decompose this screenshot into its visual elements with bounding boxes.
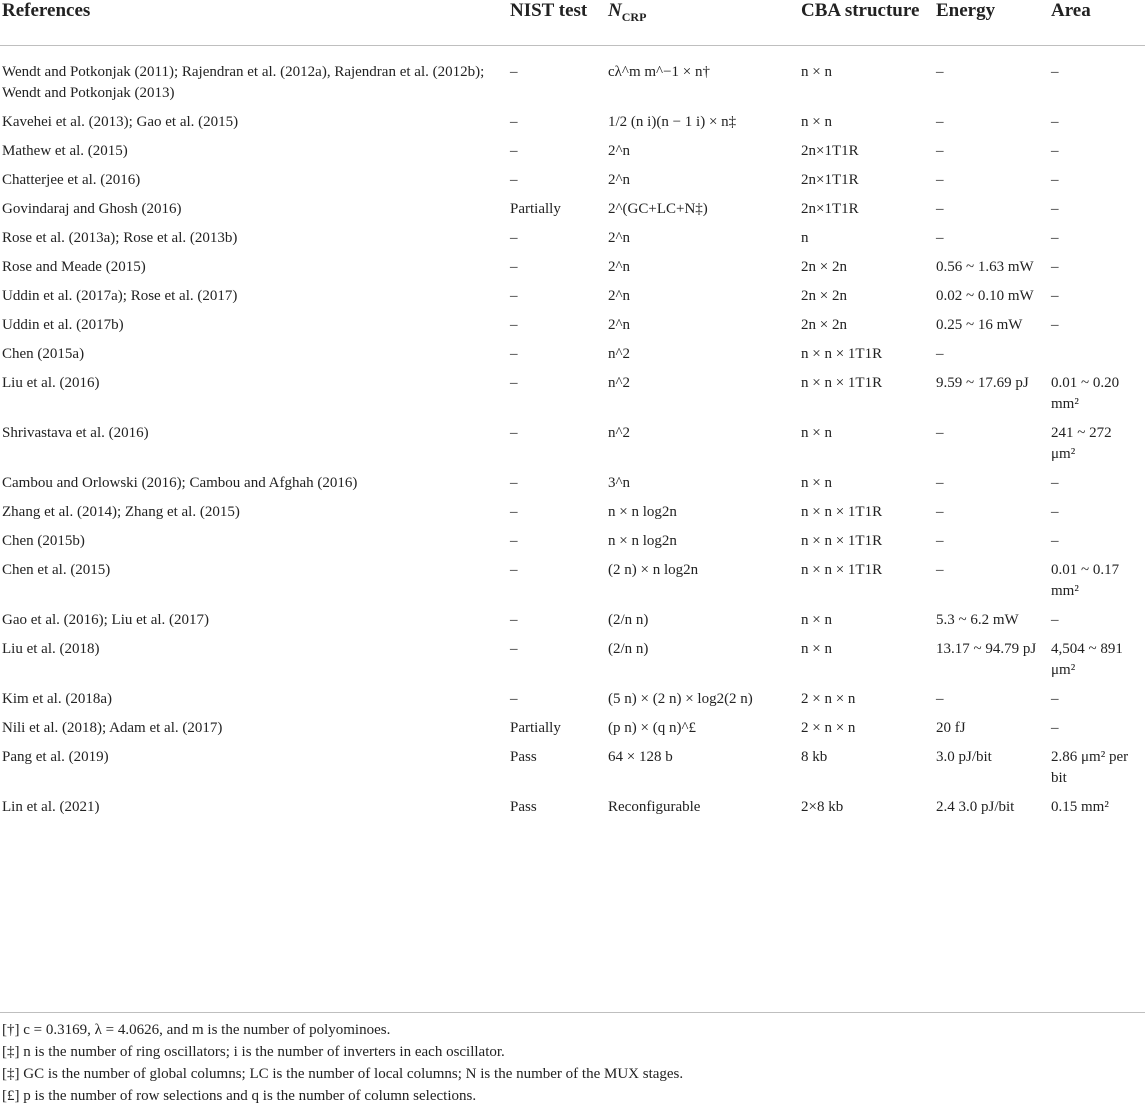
cell-cba: n × n × 1T1R	[801, 503, 883, 520]
cell-cba: 8 kb	[801, 748, 828, 765]
cell-area: 241 ~ 272 μm²	[1051, 424, 1112, 462]
cell-energy: 0.02 ~ 0.10 mW	[936, 287, 1034, 304]
cell-energy: 20 fJ	[936, 719, 966, 736]
cell-nist: –	[510, 316, 518, 333]
cell-reference: Chen (2015b)	[2, 532, 85, 549]
header-ncrp: $N_{CRP}$	[606, 0, 799, 45]
header-references: References	[0, 0, 508, 45]
table-row	[0, 166, 1145, 195]
header-nist: NIST test	[508, 0, 606, 45]
cell-ncrp: n × n log2n	[608, 503, 677, 520]
cell-energy: –	[936, 171, 944, 188]
cell-ncrp: n^2	[608, 424, 631, 441]
cell-nist: –	[510, 113, 518, 130]
cell-reference: Chen (2015a)	[2, 345, 85, 362]
cell-area: –	[1051, 229, 1059, 246]
cell-ncrp: (2/n n)	[608, 640, 649, 657]
cell-energy: 13.17 ~ 94.79 pJ	[936, 640, 1037, 657]
table-row	[0, 498, 1145, 527]
cell-area: –	[1051, 63, 1059, 80]
cell-area: 2.86 μm² per bit	[1051, 748, 1129, 786]
cell-reference: Rose and Meade (2015)	[2, 258, 146, 275]
header-energy: Energy	[934, 0, 1049, 45]
cell-reference: Liu et al. (2018)	[2, 640, 100, 657]
cell-ncrp: 2^n	[608, 171, 631, 188]
table-row	[0, 137, 1145, 166]
cell-cba: 2 × n × n	[801, 690, 856, 707]
footnote: [†] c = 0.3169, λ = 4.0626, and m is the number of polyominoes.	[2, 1022, 391, 1038]
cell-area: –	[1051, 316, 1059, 333]
cell-ncrp: 2^n	[608, 258, 631, 275]
cell-nist: Pass	[510, 798, 537, 815]
cell-reference: Pang et al. (2019)	[2, 748, 109, 765]
cell-energy: –	[936, 424, 944, 441]
cell-area	[1049, 340, 1145, 369]
cell-nist: –	[510, 690, 518, 707]
table-row	[0, 253, 1145, 282]
table-row	[0, 369, 1145, 419]
cell-nist: –	[510, 63, 518, 80]
cell-cba: n × n	[801, 640, 832, 657]
cell-ncrp: 2^n	[608, 316, 631, 333]
cell-cba: n × n	[801, 63, 832, 80]
cell-ncrp: (2 n) × n log2n	[608, 561, 699, 578]
table-row	[0, 556, 1145, 606]
table-row	[0, 793, 1145, 822]
cell-energy: –	[936, 690, 944, 707]
cell-cba: 2n×1T1R	[801, 200, 859, 217]
cell-ncrp: 2^(GC+LC+N‡)	[608, 200, 708, 217]
cell-cba: n × n × 1T1R	[801, 561, 883, 578]
cell-nist: –	[510, 640, 518, 657]
table-row	[0, 195, 1145, 224]
cell-ncrp: cλ^m m^−1 × n†	[608, 63, 711, 80]
cell-cba: n × n × 1T1R	[801, 532, 883, 549]
cell-ncrp: 64 × 128 b	[608, 748, 673, 765]
cell-energy: –	[936, 345, 944, 362]
cell-ncrp: 2^n	[608, 287, 631, 304]
cell-energy: –	[936, 561, 944, 578]
cell-cba: 2×8 kb	[801, 798, 844, 815]
cell-cba: n × n × 1T1R	[801, 345, 883, 362]
cell-reference: Wendt and Potkonjak (2011); Rajendran et al. (2012a), Rajendran et al. (2012b); Wendt and Potkonjak (2013)	[2, 63, 485, 101]
cell-energy: –	[936, 200, 944, 217]
cell-reference: Uddin et al. (2017a); Rose et al. (2017)	[2, 287, 238, 304]
cell-ncrp: n × n log2n	[608, 532, 677, 549]
cell-energy: –	[936, 63, 944, 80]
cell-reference: Lin et al. (2021)	[2, 798, 100, 815]
table-row	[0, 419, 1145, 469]
table-row	[0, 685, 1145, 714]
cell-area: –	[1051, 719, 1059, 736]
cell-nist: –	[510, 171, 518, 188]
table-row	[0, 606, 1145, 635]
cell-cba: 2n × 2n	[801, 316, 847, 333]
table-footnotes	[0, 1012, 1145, 1107]
cell-reference: Zhang et al. (2014); Zhang et al. (2015)	[2, 503, 240, 520]
cell-area: –	[1051, 171, 1059, 188]
cell-area: 4,504 ~ 891 μm²	[1051, 640, 1123, 678]
cell-area: –	[1051, 200, 1059, 217]
table-row	[0, 108, 1145, 137]
cell-ncrp: 1/2 (n i)(n − 1 i) × n‡	[608, 113, 737, 130]
cell-area: –	[1051, 690, 1059, 707]
cell-reference: Liu et al. (2016)	[2, 374, 100, 391]
header-row	[0, 0, 1145, 45]
cell-cba: 2n × 2n	[801, 258, 847, 275]
cell-area: 0.15 mm²	[1051, 798, 1109, 815]
table-row	[0, 340, 1145, 369]
table-row	[0, 45, 1145, 108]
cell-cba: n × n × 1T1R	[801, 374, 883, 391]
table-row	[0, 469, 1145, 498]
cell-reference: Shrivastava et al. (2016)	[2, 424, 149, 441]
table-row	[0, 635, 1145, 685]
table-row	[0, 282, 1145, 311]
cell-ncrp: n^2	[608, 374, 631, 391]
cell-nist: –	[510, 229, 518, 246]
footnote: [£] p is the number of row selections and q is the number of column selections.	[2, 1088, 477, 1104]
table-row	[0, 527, 1145, 556]
header-cba: CBA structure	[799, 0, 934, 45]
cell-energy: –	[936, 113, 944, 130]
cell-energy: –	[936, 142, 944, 159]
cell-reference: Kim et al. (2018a)	[2, 690, 112, 707]
cell-cba: n × n	[801, 424, 832, 441]
cell-ncrp: Reconfigurable	[608, 798, 701, 815]
cell-energy: 0.25 ~ 16 mW	[936, 316, 1023, 333]
table-row	[0, 224, 1145, 253]
cell-reference: Kavehei et al. (2013); Gao et al. (2015)	[2, 113, 239, 130]
cell-cba: n × n	[801, 611, 832, 628]
cell-nist: –	[510, 142, 518, 159]
cell-nist: Partially	[510, 719, 561, 736]
cell-area: –	[1051, 258, 1059, 275]
cell-area: –	[1051, 142, 1059, 159]
cell-reference: Chatterjee et al. (2016)	[2, 171, 141, 188]
cell-reference: Cambou and Orlowski (2016); Cambou and Afghah (2016)	[2, 474, 358, 491]
cell-area: –	[1051, 503, 1059, 520]
cell-ncrp: (5 n) × (2 n) × log2(2 n)	[608, 690, 753, 707]
footnote: [‡] n is the number of ring oscillators; i is the number of inverters in each oscillator.	[2, 1044, 505, 1060]
cell-reference: Uddin et al. (2017b)	[2, 316, 124, 333]
cell-nist: –	[510, 611, 518, 628]
cell-nist: –	[510, 532, 518, 549]
cell-area: –	[1051, 611, 1059, 628]
cell-area: –	[1051, 113, 1059, 130]
cell-ncrp: (p n) × (q n)^£	[608, 719, 696, 736]
cell-ncrp: n^2	[608, 345, 631, 362]
cell-cba: 2n × 2n	[801, 287, 847, 304]
cell-energy: 2.4 3.0 pJ/bit	[936, 798, 1015, 815]
cell-energy: 9.59 ~ 17.69 pJ	[936, 374, 1029, 391]
cell-cba: 2n×1T1R	[801, 142, 859, 159]
cell-energy: –	[936, 532, 944, 549]
cell-energy: –	[936, 474, 944, 491]
cell-reference: Govindaraj and Ghosh (2016)	[2, 200, 182, 217]
cell-cba: 2 × n × n	[801, 719, 856, 736]
cell-ncrp: 2^n	[608, 229, 631, 246]
cell-reference: Rose et al. (2013a); Rose et al. (2013b)	[2, 229, 238, 246]
cell-nist: –	[510, 503, 518, 520]
table-row	[0, 714, 1145, 743]
cell-cba: n	[801, 229, 809, 246]
table-row	[0, 311, 1145, 340]
cell-energy: 5.3 ~ 6.2 mW	[936, 611, 1019, 628]
cell-reference: Nili et al. (2018); Adam et al. (2017)	[2, 719, 223, 736]
cell-nist: –	[510, 374, 518, 391]
cell-area: –	[1051, 532, 1059, 549]
cell-nist: –	[510, 424, 518, 441]
cell-energy: –	[936, 229, 944, 246]
cell-cba: n × n	[801, 113, 832, 130]
cell-area: 0.01 ~ 0.20 mm²	[1051, 374, 1120, 412]
cell-nist: –	[510, 561, 518, 578]
cell-energy: 3.0 pJ/bit	[936, 748, 992, 765]
cell-reference: Chen et al. (2015)	[2, 561, 111, 578]
cell-ncrp: (2/n n)	[608, 611, 649, 628]
cell-nist: –	[510, 345, 518, 362]
cell-energy: –	[936, 503, 944, 520]
cell-cba: n × n	[801, 474, 832, 491]
cell-reference: Gao et al. (2016); Liu et al. (2017)	[2, 611, 210, 628]
cell-area: –	[1051, 474, 1059, 491]
cell-ncrp: 2^n	[608, 142, 631, 159]
cell-energy: 0.56 ~ 1.63 mW	[936, 258, 1034, 275]
cell-nist: Pass	[510, 748, 537, 765]
header-area: Area	[1049, 0, 1145, 45]
cell-area: 0.01 ~ 0.17 mm²	[1051, 561, 1120, 599]
cell-nist: Partially	[510, 200, 561, 217]
cell-nist: –	[510, 287, 518, 304]
cell-nist: –	[510, 258, 518, 275]
cell-ncrp: 3^n	[608, 474, 631, 491]
cell-reference: Mathew et al. (2015)	[2, 142, 128, 159]
cell-nist: –	[510, 474, 518, 491]
footnote: [‡] GC is the number of global columns; LC is the number of local columns; N is the number of the MUX stages.	[2, 1066, 684, 1082]
cell-cba: 2n×1T1R	[801, 171, 859, 188]
table-row	[0, 743, 1145, 793]
cell-area: –	[1051, 287, 1059, 304]
